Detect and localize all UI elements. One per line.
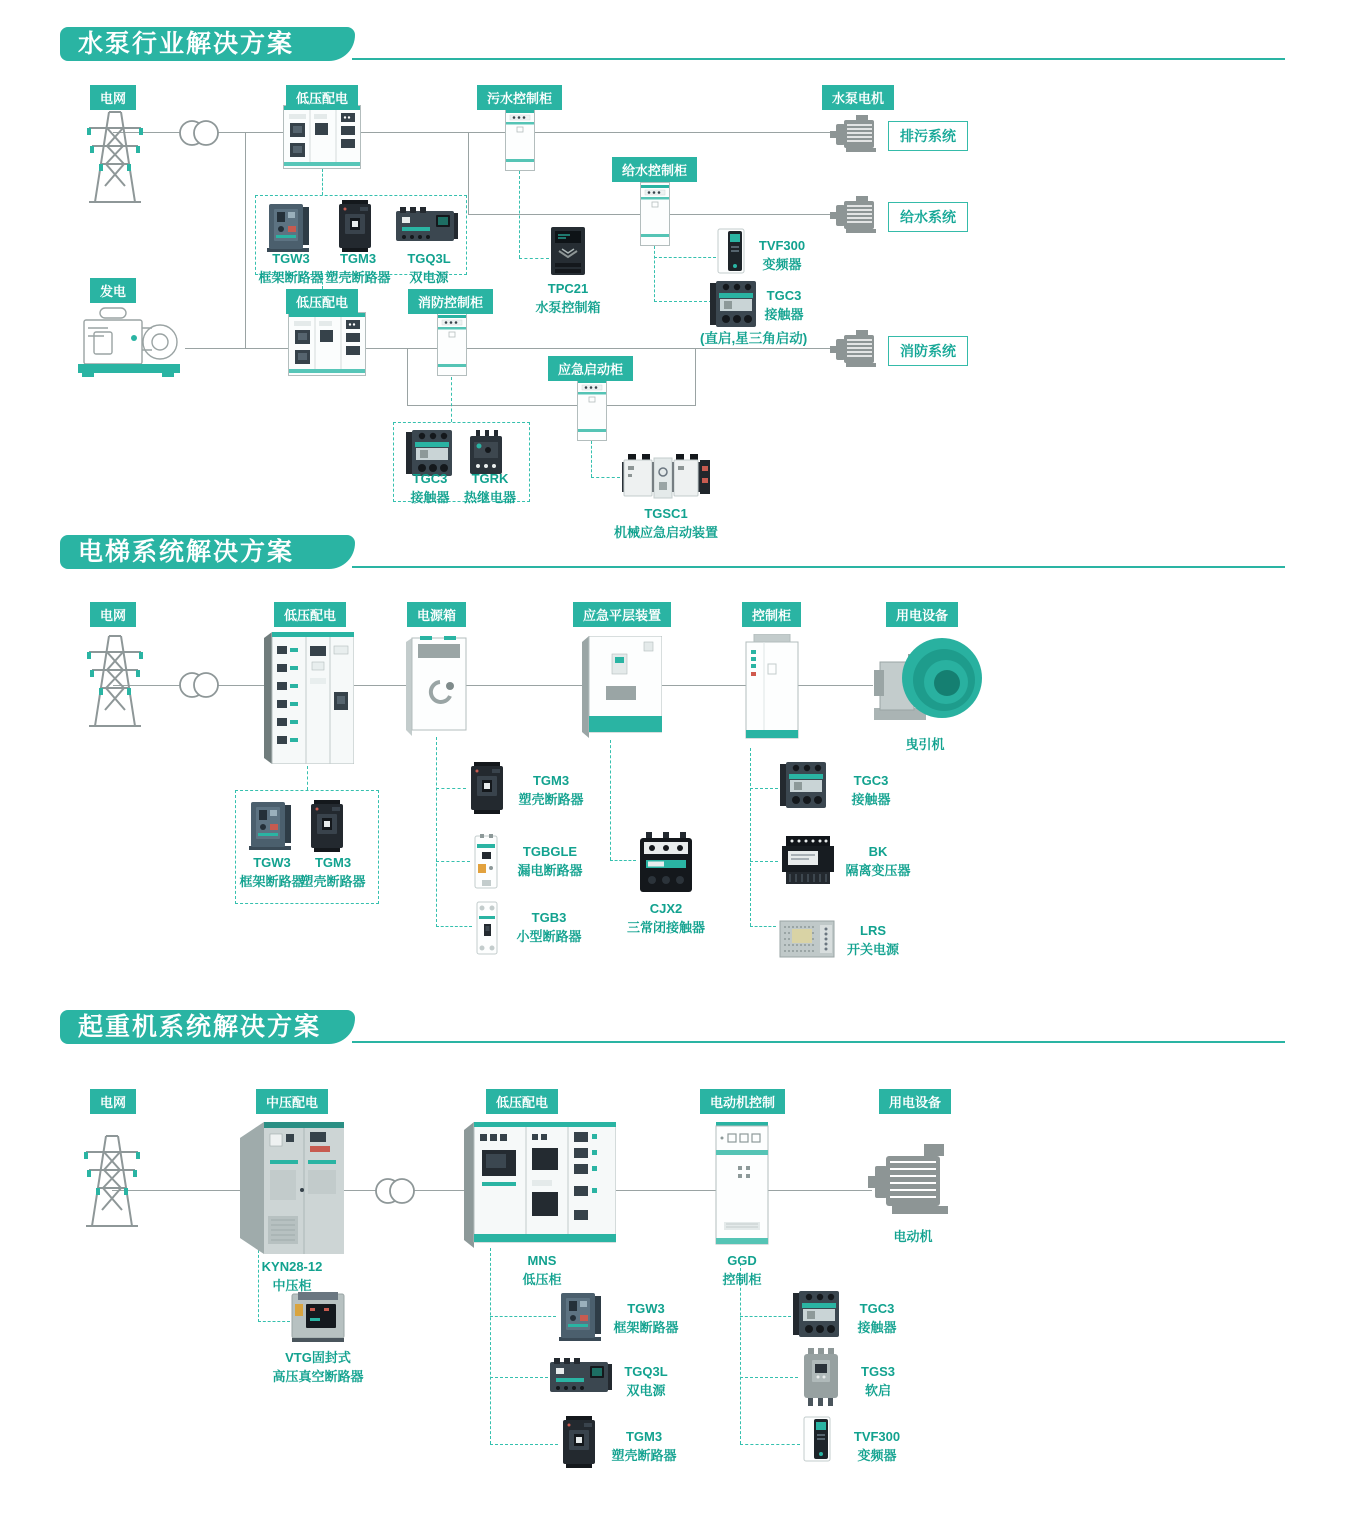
- system-box-fire: 消防系统: [888, 336, 968, 366]
- badge-control-cabinet: 控制柜: [742, 602, 801, 627]
- dashed-connector: [591, 477, 620, 478]
- badge-fire-cabinet: 消防控制柜: [408, 289, 493, 314]
- product-name: 机械应急启动装置: [613, 524, 718, 540]
- dashed-connector: [436, 737, 437, 927]
- product-name: 接触器: [851, 791, 891, 807]
- product-tgq3l-ats: [550, 1358, 612, 1396]
- product-model: BK: [868, 844, 888, 859]
- product-model: TVF300: [758, 238, 806, 253]
- dashed-connector: [490, 1316, 556, 1317]
- badge-emergency-cabinet: 应急启动柜: [548, 356, 633, 381]
- product-name: 双电源: [409, 269, 449, 285]
- lv-distribution-cabinet: [264, 632, 354, 764]
- dashed-connector: [750, 926, 776, 927]
- product-label-tvf300: [750, 237, 814, 275]
- product-tgc3-contactor: [780, 760, 828, 812]
- product-tgw3-breaker: [558, 1291, 602, 1341]
- product-label-tgc3-fire: [398, 470, 462, 508]
- product-name: 接触器: [410, 489, 450, 505]
- connector-line: [695, 348, 696, 405]
- product-name: 漏电断路器: [517, 862, 583, 878]
- dashed-connector: [740, 1263, 741, 1444]
- product-label-tgq3l: [612, 1363, 680, 1401]
- product-name: 高压真空断路器: [272, 1368, 364, 1384]
- product-label-tgs3: [850, 1363, 906, 1401]
- product-model: TVF300: [853, 1429, 901, 1444]
- product-label-tgq3l: [398, 250, 460, 288]
- motor-label: 电动机: [893, 1229, 933, 1244]
- transformer-icon: [176, 118, 222, 148]
- transformer-icon: [176, 670, 222, 700]
- badge-lv-distribution: 低压配电: [274, 602, 346, 627]
- product-model: TPC21: [547, 281, 589, 296]
- product-name: 框架断路器: [613, 1319, 679, 1335]
- section3-rule: [352, 1041, 1285, 1043]
- product-label-tgm3: [512, 772, 590, 810]
- product-label-tgc3-start: [756, 287, 812, 325]
- product-name: 塑壳断路器: [611, 1447, 677, 1463]
- cabinet-label-kyn28: [244, 1258, 340, 1296]
- product-tgq3l-ats: [396, 207, 458, 245]
- dashed-connector: [436, 861, 470, 862]
- product-label-tgm3: [602, 1428, 686, 1466]
- product-name: 框架断路器: [239, 873, 305, 889]
- dashed-connector: [519, 171, 520, 258]
- product-model: TGM3: [314, 855, 352, 870]
- system-box-drain: 排污系统: [888, 121, 968, 151]
- product-tgs3-softstarter: [800, 1348, 842, 1408]
- product-name: 中压柜: [272, 1277, 312, 1293]
- badge-power-box: 电源箱: [407, 602, 466, 627]
- product-tvf300-vfd: [802, 1416, 832, 1468]
- cabinet-label-ggd: [712, 1252, 772, 1290]
- emergency-leveling-device: [582, 636, 662, 738]
- product-tgw3-breaker: [248, 800, 292, 850]
- dashed-connector: [610, 740, 611, 860]
- product-tgm3-breaker: [560, 1416, 600, 1470]
- dashed-connector: [258, 1321, 290, 1322]
- product-name: 软启: [864, 1382, 891, 1398]
- product-name: 变频器: [857, 1447, 897, 1463]
- badge-grid: 电网: [90, 85, 136, 110]
- product-name: 塑壳断路器: [300, 873, 366, 889]
- product-label-tgrk: [458, 470, 522, 508]
- product-model: TGW3: [272, 251, 310, 266]
- dashed-connector: [451, 377, 452, 422]
- dashed-connector: [490, 1377, 548, 1378]
- product-tpc21-controlbox: [549, 227, 587, 277]
- traction-machine-label: 曳引机: [905, 737, 945, 752]
- product-model: TGC3: [412, 471, 448, 486]
- product-model: TGC3: [853, 773, 889, 788]
- product-tgm3-breaker: [468, 762, 508, 816]
- dashed-connector: [654, 301, 712, 302]
- mv-distribution-cabinet: [238, 1120, 346, 1256]
- section1-rule: [352, 58, 1285, 60]
- product-lrs-psu: [778, 917, 836, 961]
- product-model: TGSC1: [644, 506, 688, 521]
- product-name: 接触器: [764, 306, 804, 322]
- dashed-connector: [750, 788, 778, 789]
- product-name: 三常闭接触器: [626, 919, 705, 935]
- dashed-connector: [322, 169, 323, 195]
- product-model: VTG固封式: [285, 1350, 351, 1365]
- product-tgsc1-device: [620, 452, 712, 500]
- control-cabinet: [742, 634, 802, 746]
- product-name: 接触器: [857, 1319, 897, 1335]
- dashed-connector: [591, 441, 592, 477]
- product-cjx2-contactor: [638, 832, 694, 896]
- product-tgc3-contactor: [793, 1289, 841, 1341]
- section2-title: 电梯系统解决方案: [60, 535, 355, 569]
- product-model: LRS: [860, 923, 886, 938]
- section3-title: 起重机系统解决方案: [60, 1010, 355, 1044]
- product-name: 小型断路器: [516, 928, 582, 944]
- product-model: KYN28-12: [261, 1259, 323, 1274]
- dashed-connector: [750, 748, 751, 926]
- product-label-tgbgle: [508, 843, 592, 881]
- product-label-cjx2: [616, 900, 716, 938]
- product-bk-transformer: [780, 836, 836, 888]
- product-label-tgc3: [842, 772, 900, 810]
- badge-lv-distribution: 低压配电: [486, 1089, 558, 1114]
- product-tgc3-contactor: [710, 279, 758, 329]
- product-tgb3-breaker: [474, 900, 500, 956]
- product-model: TGW3: [627, 1301, 665, 1316]
- product-label-tgm3: [318, 250, 398, 288]
- dashed-connector: [436, 926, 472, 927]
- fire-control-cabinet: [437, 312, 467, 376]
- emergency-start-cabinet: [577, 377, 607, 441]
- product-model: TGB3: [531, 910, 567, 925]
- product-name: 塑壳断路器: [325, 269, 391, 285]
- pump-motor-icon: [830, 115, 882, 153]
- traction-machine-icon: [868, 632, 986, 730]
- product-label-tpc21: [527, 280, 609, 318]
- product-model: TGW3: [253, 855, 291, 870]
- water-supply-control-cabinet: [640, 182, 670, 246]
- power-grid-tower-icon: [85, 106, 145, 206]
- product-name: 双电源: [626, 1382, 666, 1398]
- cabinet-label-mns: [505, 1252, 579, 1290]
- badge-water-supply-cabinet: 给水控制柜: [612, 157, 697, 182]
- product-tvf300-vfd: [716, 228, 746, 274]
- product-model: TGM3: [625, 1429, 663, 1444]
- dashed-connector: [519, 258, 549, 259]
- transformer-icon: [372, 1176, 418, 1206]
- product-name: 框架断路器: [258, 269, 324, 285]
- lv-distribution-cabinet: [288, 312, 366, 376]
- product-model: TGC3: [859, 1301, 895, 1316]
- dashed-connector: [490, 1248, 491, 1444]
- product-label-lrs: [840, 922, 906, 960]
- product-label-tgb3: [512, 909, 586, 947]
- product-name: 变频器: [762, 256, 802, 272]
- product-tgbgle-breaker: [472, 834, 500, 890]
- motor-control-cabinet: [714, 1122, 770, 1248]
- badge-pump-motor: 水泵电机: [822, 85, 894, 110]
- product-label-tgsc1: [596, 505, 736, 543]
- dashed-connector: [610, 860, 636, 861]
- power-grid-tower-icon: [85, 630, 145, 730]
- badge-electric-device: 用电设备: [886, 602, 958, 627]
- power-supply-box: [404, 636, 468, 736]
- generator-icon: [74, 298, 186, 378]
- product-model: TGS3: [861, 1364, 895, 1379]
- product-vtg-breaker: [290, 1292, 346, 1344]
- dashed-connector: [307, 766, 308, 790]
- sewage-control-cabinet: [505, 107, 535, 171]
- badge-generation: 发电: [90, 278, 136, 303]
- product-model: TGM3: [532, 773, 570, 788]
- product-model: TGQ3L: [407, 251, 451, 266]
- badge-lv-distribution-1: 低压配电: [286, 85, 358, 110]
- product-name: 隔离变压器: [845, 862, 911, 878]
- connector-line: [407, 348, 408, 405]
- badge-leveling-device: 应急平层装置: [573, 602, 671, 627]
- product-label-vtg: [258, 1349, 378, 1387]
- product-model: CJX2: [649, 901, 683, 916]
- section1-title: 水泵行业解决方案: [60, 27, 355, 61]
- connector-line: [468, 132, 469, 214]
- connector-line: [185, 348, 838, 349]
- product-name: 水泵控制箱: [535, 299, 601, 315]
- dashed-connector: [436, 788, 466, 789]
- dashed-connector: [740, 1377, 798, 1378]
- system-box-supply: 给水系统: [888, 202, 968, 232]
- product-tgw3-breaker: [266, 202, 310, 252]
- product-model: TGBGLE: [522, 844, 578, 859]
- product-label-tgm3: [294, 854, 372, 892]
- product-name: 控制柜: [722, 1271, 762, 1287]
- product-name: 热继电器: [463, 489, 516, 505]
- connector-line: [245, 132, 246, 349]
- badge-electric-device: 用电设备: [879, 1089, 951, 1114]
- dashed-connector: [654, 257, 716, 258]
- pump-motor-icon: [830, 196, 882, 234]
- pump-motor-icon: [830, 330, 882, 368]
- product-model: TGC3: [766, 288, 802, 303]
- dashed-connector: [740, 1316, 791, 1317]
- product-name: 塑壳断路器: [518, 791, 584, 807]
- product-model: TGQ3L: [624, 1364, 668, 1379]
- badge-grid: 电网: [90, 602, 136, 627]
- product-label-tgw3: [606, 1300, 686, 1338]
- product-model: GGD: [727, 1253, 757, 1268]
- product-model: TGM3: [339, 251, 377, 266]
- lv-distribution-cabinet: [464, 1122, 616, 1248]
- product-label-bk: [842, 843, 914, 881]
- badge-motor-control: 电动机控制: [700, 1089, 785, 1114]
- badge-lv-distribution-2: 低压配电: [286, 289, 358, 314]
- badge-mv-distribution: 中压配电: [256, 1089, 328, 1114]
- product-tgm3-breaker: [308, 800, 346, 852]
- section2-rule: [352, 566, 1285, 568]
- lv-distribution-cabinet: [283, 105, 361, 169]
- product-model: TGRK: [471, 471, 509, 486]
- product-model: MNS: [527, 1253, 557, 1268]
- start-mode-note: (直启,星三角启动): [700, 331, 808, 346]
- product-label-tvf300: [844, 1428, 910, 1466]
- badge-grid: 电网: [90, 1089, 136, 1114]
- dashed-connector: [654, 246, 655, 302]
- electric-motor-icon: [868, 1142, 958, 1222]
- power-grid-tower-icon: [82, 1124, 142, 1236]
- product-name: 低压柜: [522, 1271, 562, 1287]
- product-name: 开关电源: [846, 941, 899, 957]
- dashed-connector: [490, 1444, 558, 1445]
- dashed-connector: [740, 1444, 800, 1445]
- badge-sewage-cabinet: 污水控制柜: [477, 85, 562, 110]
- dashed-connector: [750, 861, 778, 862]
- product-label-tgc3: [848, 1300, 906, 1338]
- product-tgm3-breaker: [336, 200, 374, 252]
